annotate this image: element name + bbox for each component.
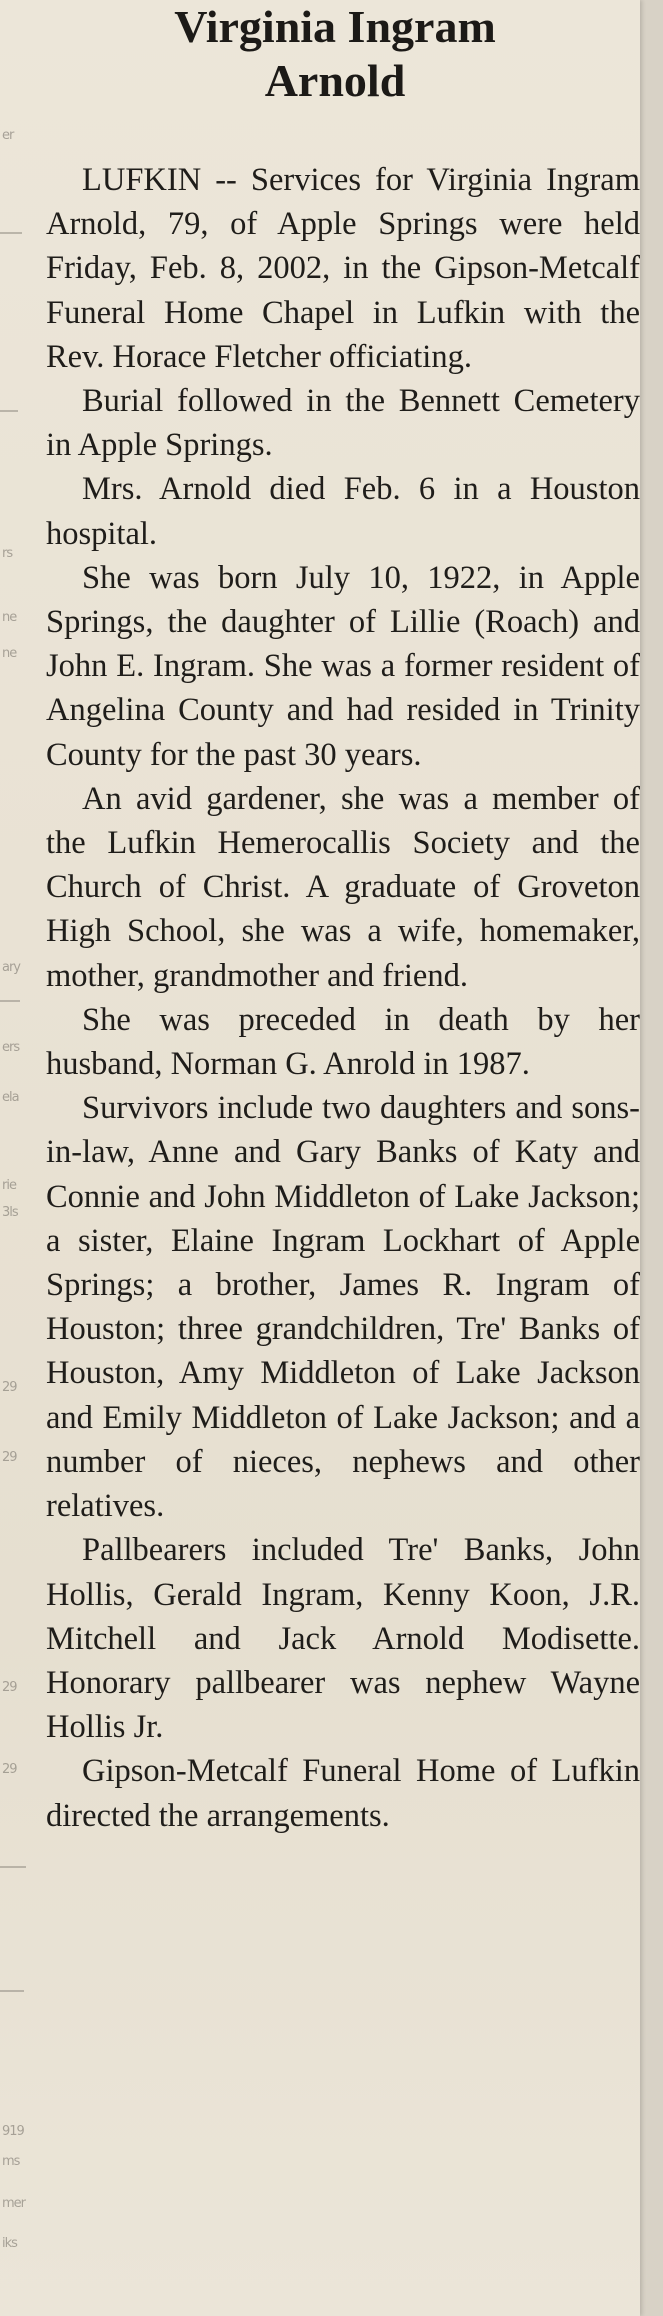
paragraph-survivors: Survivors include two daughters and sons-in-law, Anne and Gary Banks of Katy and Connie and John Middleton of Lake Jackson; a sister, Elaine Ingram Lockhart of Apple Springs; a brother, James R. Ingram of Houston; three grandchildren, Tre' Banks of Houston, Amy Middleton of Lake Jackson and Emily Middleton of Lake Jackson; and a number of nieces, nephews and other relatives. xyxy=(46,1090,640,1525)
paragraph-death: Mrs. Arnold died Feb. 6 in a Houston hospital. xyxy=(46,471,640,552)
paragraph-birth: She was born July 10, 1922, in Apple Springs, the daughter of Lillie (Roach) and John E. Ingram. She was a former resident of Angelina County and had resided in Trinity County for the past 30 years. xyxy=(46,559,640,773)
bleed-fragment: ary xyxy=(2,960,21,975)
bleed-fragment: er xyxy=(2,128,14,143)
bleed-fragment: ela xyxy=(2,1090,19,1105)
paragraph-services: LUFKIN -- Services for Virginia Ingram Arnold, 79, of Apple Springs were held Friday, Feb. 8, 2002, in the Gipson-Metcalf Funeral Home Chapel in Lufkin with the Rev. Horace Fletcher officiating. xyxy=(46,162,640,375)
bleed-mark xyxy=(0,1990,24,1992)
paragraph-arrangements: Gipson-Metcalf Funeral Home of Lufkin directed the arrangements. xyxy=(46,1753,640,1834)
bleed-fragment: rie xyxy=(2,1178,16,1193)
bleed-fragment: 29 xyxy=(2,1380,17,1395)
bleed-fragment: ers xyxy=(2,1040,20,1055)
bleed-fragment: 919 xyxy=(2,2124,24,2139)
bleed-fragment: 3ls xyxy=(2,1205,18,1220)
bleed-fragment: 29 xyxy=(2,1450,17,1465)
headline-line-2: Arnold xyxy=(264,55,406,106)
obituary-headline xyxy=(40,0,630,108)
bleed-fragment: mer xyxy=(2,2196,26,2211)
bleed-fragment: iks xyxy=(2,2236,17,2251)
bleed-fragment: rs xyxy=(2,546,13,561)
bleed-fragment: ms xyxy=(2,2154,20,2169)
bleed-mark xyxy=(0,410,18,412)
bleed-fragment: 29 xyxy=(2,1680,17,1695)
paragraph-pallbearers: Pallbearers included Tre' Banks, John Hollis, Gerald Ingram, Kenny Koon, J.R. Mitchell and Jack Arnold Modisette. Honorary pallbearer was nephew Wayne Hollis Jr. xyxy=(46,1532,640,1746)
headline-line-1: Virginia Ingram xyxy=(174,1,496,52)
adjacent-column-bleed xyxy=(0,0,38,2316)
paragraph-interests: An avid gardener, she was a member of the Lufkin Hemerocallis Society and the Church of Christ. A graduate of Groveton High School, she was a wife, homemaker, mother, grandmother and friend. xyxy=(46,780,640,994)
bleed-fragment: 29 xyxy=(2,1762,17,1777)
bleed-mark xyxy=(0,232,22,234)
bleed-fragment: ne xyxy=(2,610,17,625)
bleed-mark xyxy=(0,1866,26,1868)
paragraph-burial: Burial followed in the Bennett Cemetery in Apple Springs. xyxy=(46,383,640,464)
bleed-mark xyxy=(0,1000,20,1002)
bleed-fragment: ne xyxy=(2,646,17,661)
obituary-body xyxy=(46,158,640,1838)
paragraph-preceded: She was preceded in death by her husband, Norman G. Anrold in 1987. xyxy=(46,1001,640,1083)
